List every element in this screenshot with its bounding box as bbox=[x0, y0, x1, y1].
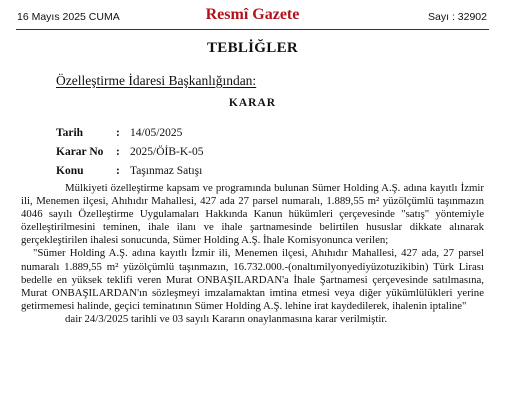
decision-body bbox=[21, 182, 484, 326]
meta-label: Karar No bbox=[56, 146, 104, 158]
gazette-title: Resmî Gazete bbox=[205, 6, 300, 23]
meta-colon: : bbox=[116, 165, 120, 177]
decision-heading: KARAR bbox=[228, 97, 277, 109]
body-paragraph-intro: Mülkiyeti özelleştirme kapsam ve programında bulunan Sümer Holding A.Ş. adına kayıtlı İzmir ili, Menemen ilçesi, Ahıhıdır Mahallesi, 427 ada 27 parsel numaralı, 1.889,55 m² yüzölçümlü taşınmazın 4046 sayılı Özelleştirme Uygulamaları Hakkında Kanun hükümleri çerçevesinde "satış" yöntemiyle özelleştirilmesini teminen, ihale ilanı ve ihale şartnamesinde belirtilen hususlar dikkate alınarak gerçekleştirilen ihalesi sonucunda, Sümer Holding A.Ş. İhale Komisyonunca verilen; bbox=[21, 182, 484, 247]
meta-value: 14/05/2025 bbox=[130, 127, 183, 139]
header-divider bbox=[16, 29, 489, 30]
issue-number: Sayı : 32902 bbox=[428, 11, 487, 23]
meta-colon: : bbox=[116, 146, 120, 158]
meta-row-date bbox=[56, 124, 203, 143]
meta-colon: : bbox=[116, 127, 120, 139]
page-header bbox=[0, 6, 505, 26]
meta-row-decision-no bbox=[56, 143, 203, 162]
meta-label: Konu bbox=[56, 165, 84, 177]
decision-meta bbox=[56, 124, 203, 181]
meta-value: 2025/ÖİB-K-05 bbox=[130, 146, 204, 158]
body-paragraph-conclusion: dair 24/3/2025 tarihli ve 03 sayılı Kararın onaylanmasına karar verilmiştir. bbox=[65, 312, 388, 325]
issuing-authority: Özelleştirme İdaresi Başkanlığından: bbox=[56, 73, 257, 88]
section-title: TEBLİĞLER bbox=[206, 40, 299, 56]
meta-row-subject bbox=[56, 162, 203, 181]
header-date: 16 Mayıs 2025 CUMA bbox=[17, 11, 120, 23]
meta-value: Taşınmaz Satışı bbox=[130, 165, 203, 177]
meta-label: Tarih bbox=[56, 127, 84, 139]
body-paragraph-quote: "Sümer Holding A.Ş. adına kayıtlı İzmir ili, Menemen ilçesi, Ahıhıdır Mahallesi, 427 ada, 27 parsel numaralı 1.889,55 m² yüzölçümlü taşınmazın, 16.732.000.-(onaltımilyonyediyüzotuzikibin) Türk Lirası bedelle en yüksek teklifi veren Murat ONBAŞILARDAN'a İhale Şartnamesi çerçevesinde satılmasına, Murat ONBAŞILARDAN'ın sözleşmeyi imzalamaktan imtina etmesi veya diğer yükümlülükleri yerine getirmemesi halinde, geçici teminatının Sümer Holding A.Ş. lehine irat kaydedilerek, ihalenin iptaline" bbox=[21, 247, 484, 312]
